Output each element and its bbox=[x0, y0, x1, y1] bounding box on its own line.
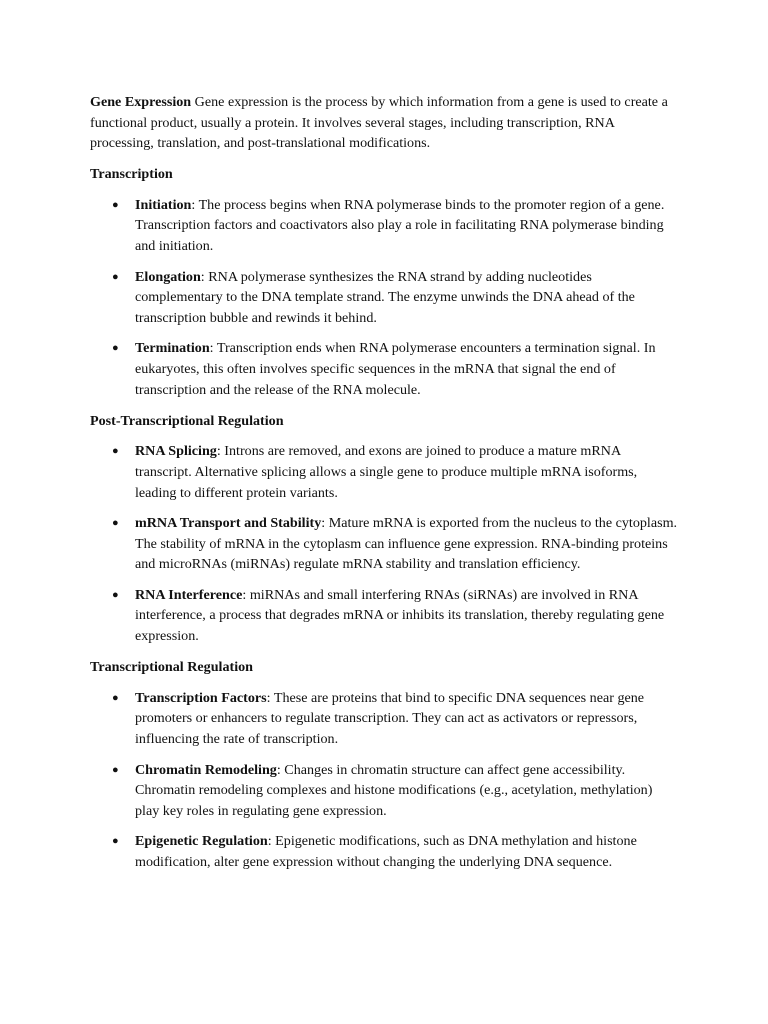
intro-paragraph bbox=[90, 92, 680, 154]
list-item-text: : Epigenetic modifications, such as DNA methylation and histone modification, alter gene expression without changing the underlying DNA sequence. bbox=[135, 833, 637, 870]
list-item-text: : These are proteins that bind to specific DNA sequences near gene promoters or enhancers to regulate transcription. They can act as activators or repressors, influencing the rate of transcription. bbox=[135, 689, 645, 747]
list-item-text: : RNA polymerase synthesizes the RNA strand by adding nucleotides complementary to the DNA template strand. The enzyme unwinds the DNA ahead of the transcription bubble and rewinds it behind. bbox=[135, 268, 635, 326]
bullet-icon: ● bbox=[112, 835, 119, 848]
bullet-icon: ● bbox=[112, 517, 119, 530]
list-item-term: RNA Interference bbox=[135, 586, 243, 603]
list-item-text: : miRNAs and small interfering RNAs (siRNAs) are involved in RNA interference, a process that degrades mRNA or inhibits its translation, thereby regulating gene expression. bbox=[135, 586, 665, 645]
list-item bbox=[90, 831, 680, 872]
list-item-text: : Changes in chromatin structure can affect gene accessibility. Chromatin remodeling complexes and histone modifications (e.g., acetylation, methylation) play key roles in regulating gene expression. bbox=[135, 761, 653, 819]
list-item bbox=[90, 688, 680, 750]
list-item-term: Termination bbox=[135, 340, 210, 357]
list-item-term: Chromatin Remodeling bbox=[135, 761, 277, 778]
section-list-post-transcriptional bbox=[90, 441, 680, 646]
list-item bbox=[90, 267, 680, 329]
list-item-text: : Introns are removed, and exons are joined to produce a mature mRNA transcript. Alternative splicing allows a single gene to produce multiple mRNA isoforms, leading to different protein variants. bbox=[135, 443, 638, 501]
list-item-term: mRNA Transport and Stability bbox=[135, 515, 322, 532]
section-heading-post-transcriptional: Post-Transcriptional Regulation bbox=[90, 412, 284, 429]
bullet-icon: ● bbox=[112, 198, 119, 211]
bullet-icon: ● bbox=[112, 270, 119, 283]
list-item bbox=[90, 195, 680, 257]
section-heading-transcriptional-regulation: Transcriptional Regulation bbox=[90, 659, 253, 676]
bullet-icon: ● bbox=[112, 445, 119, 458]
section-list-transcriptional-regulation bbox=[90, 688, 680, 873]
list-item bbox=[90, 760, 680, 822]
document-page bbox=[90, 92, 680, 883]
list-item bbox=[90, 513, 680, 575]
list-item-term: Transcription Factors bbox=[135, 689, 267, 706]
list-item bbox=[90, 338, 680, 400]
list-item-text: : Transcription ends when RNA polymerase encounters a termination signal. In eukaryotes, this often involves specific sequences in the mRNA that signal the end of transcription and the release of the RNA molecule. bbox=[135, 340, 656, 398]
section-heading-transcription: Transcription bbox=[90, 166, 173, 183]
bullet-icon: ● bbox=[112, 342, 119, 355]
list-item bbox=[90, 441, 680, 503]
bullet-icon: ● bbox=[112, 763, 119, 776]
list-item-term: Elongation bbox=[135, 268, 201, 285]
list-item bbox=[90, 585, 680, 647]
list-item-term: Epigenetic Regulation bbox=[135, 833, 268, 850]
section-list-transcription bbox=[90, 195, 680, 400]
bullet-icon: ● bbox=[112, 691, 119, 704]
intro-title: Gene Expression bbox=[90, 94, 192, 110]
list-item-text: : The process begins when RNA polymerase binds to the promoter region of a gene. Transcription factors and coactivators also play a role in facilitating RNA polymerase binding and initiation. bbox=[135, 196, 665, 255]
list-item-text: : Mature mRNA is exported from the nucleus to the cytoplasm. The stability of mRNA in the cytoplasm can influence gene expression. RNA-binding proteins and microRNAs (miRNAs) regulate mRNA stability and translation efficiency. bbox=[135, 515, 678, 573]
bullet-icon: ● bbox=[112, 588, 119, 601]
intro-text: Gene expression is the process by which information from a gene is used to create a functional product, usually a protein. It involves several stages, including transcription, RNA processing, translation, and post-translational modifications. bbox=[90, 94, 668, 152]
list-item-term: Initiation bbox=[135, 196, 192, 213]
list-item-term: RNA Splicing bbox=[135, 443, 217, 460]
